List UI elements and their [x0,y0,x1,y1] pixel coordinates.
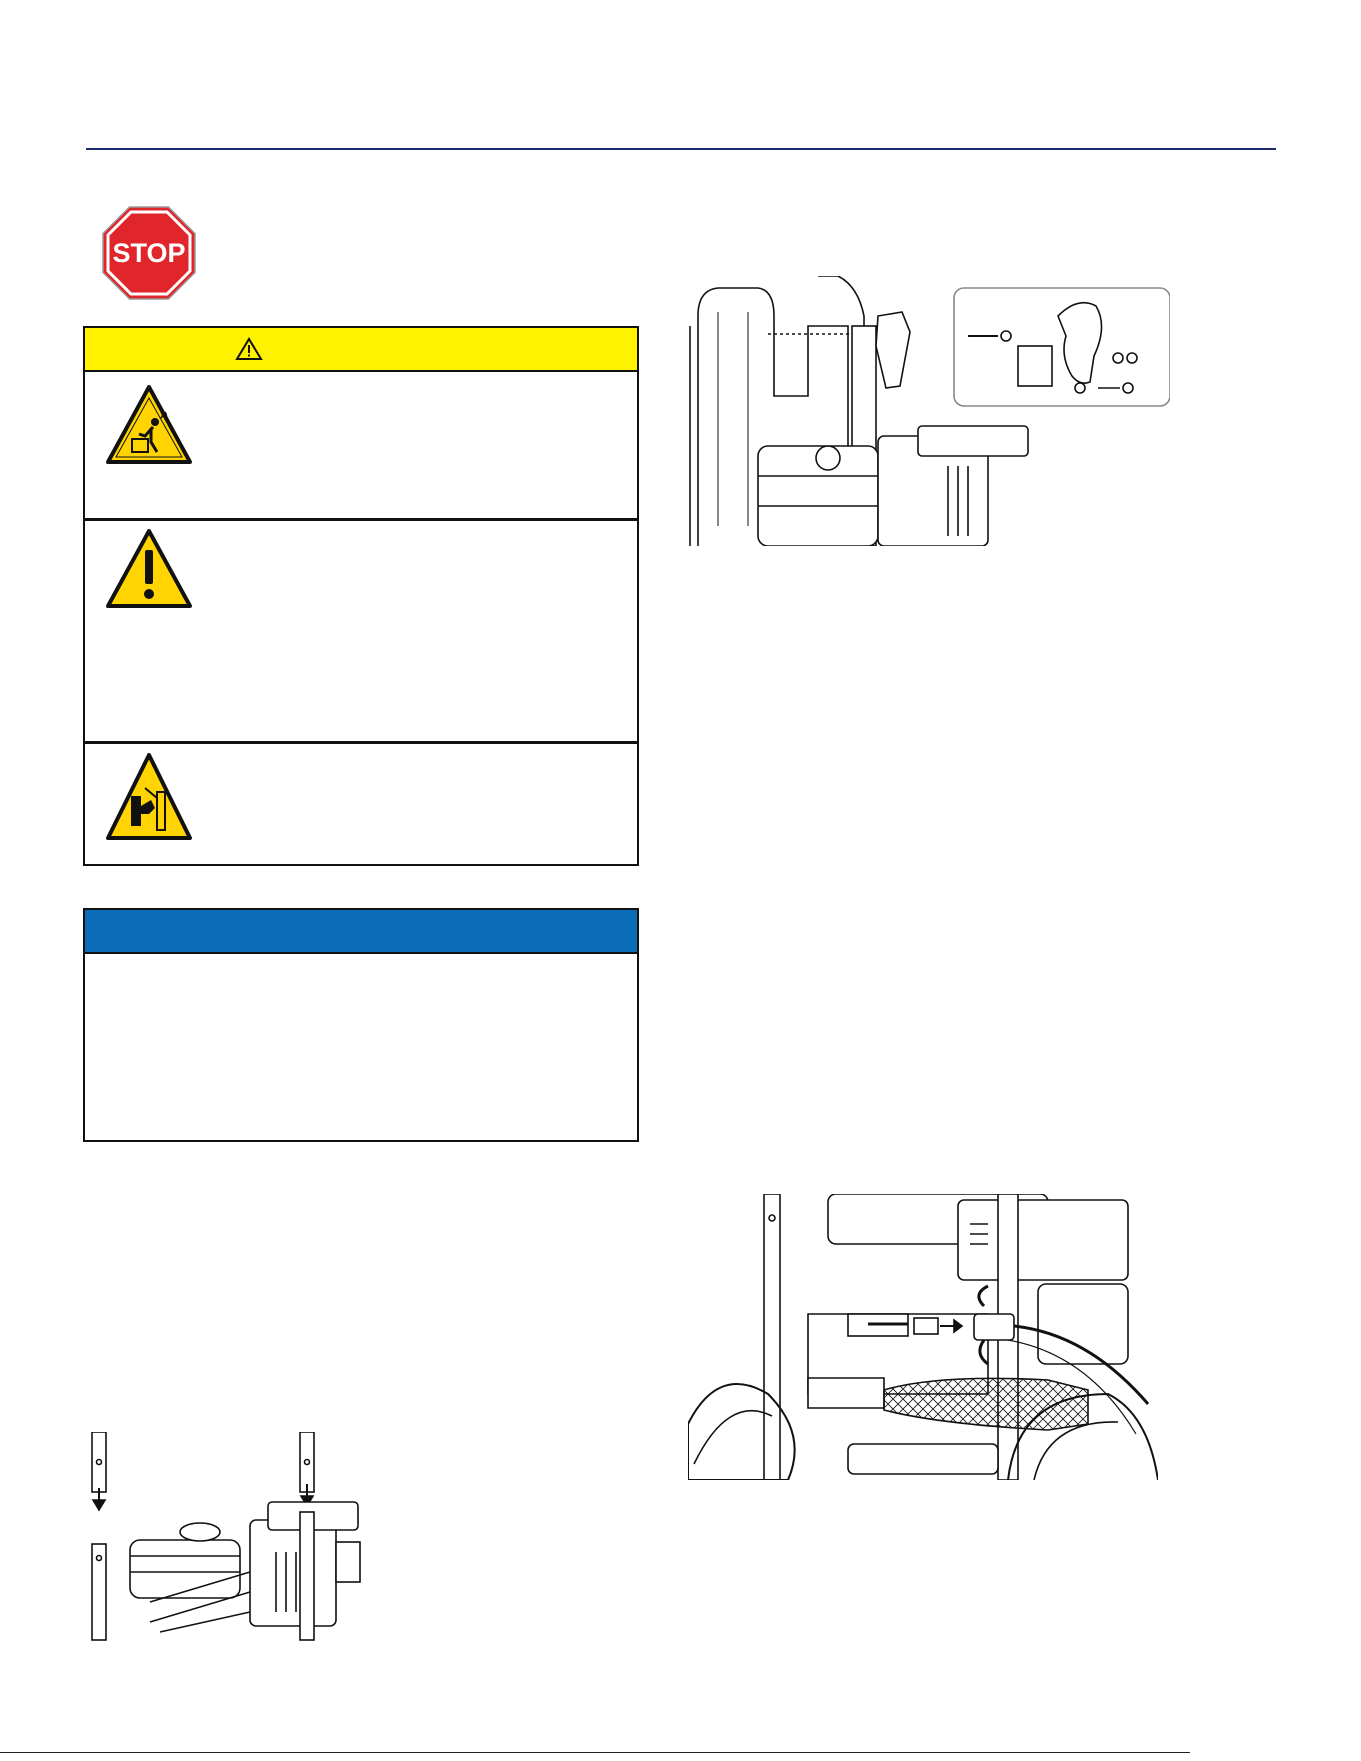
warning-box [83,326,639,866]
hose-connection-illustration [688,1194,1158,1480]
header-rule [86,148,1276,150]
crush-hazard-icon [105,752,193,842]
warning-divider-2 [85,741,637,744]
warning-divider-1 [85,518,637,521]
warning-header [85,328,637,372]
general-warning-icon [105,528,193,610]
notice-header-label [93,922,113,942]
hose-holder-illustration [688,276,1170,546]
stop-sign-text: STOP [112,238,186,268]
handle-assembly-illustration [90,1432,380,1642]
notice-box [83,908,639,1142]
notice-header [85,910,637,954]
warning-triangle-icon [235,337,263,361]
stop-sign-icon [102,206,196,300]
footer-rule [0,1752,1190,1753]
heavy-lifting-hazard-icon [105,384,193,466]
